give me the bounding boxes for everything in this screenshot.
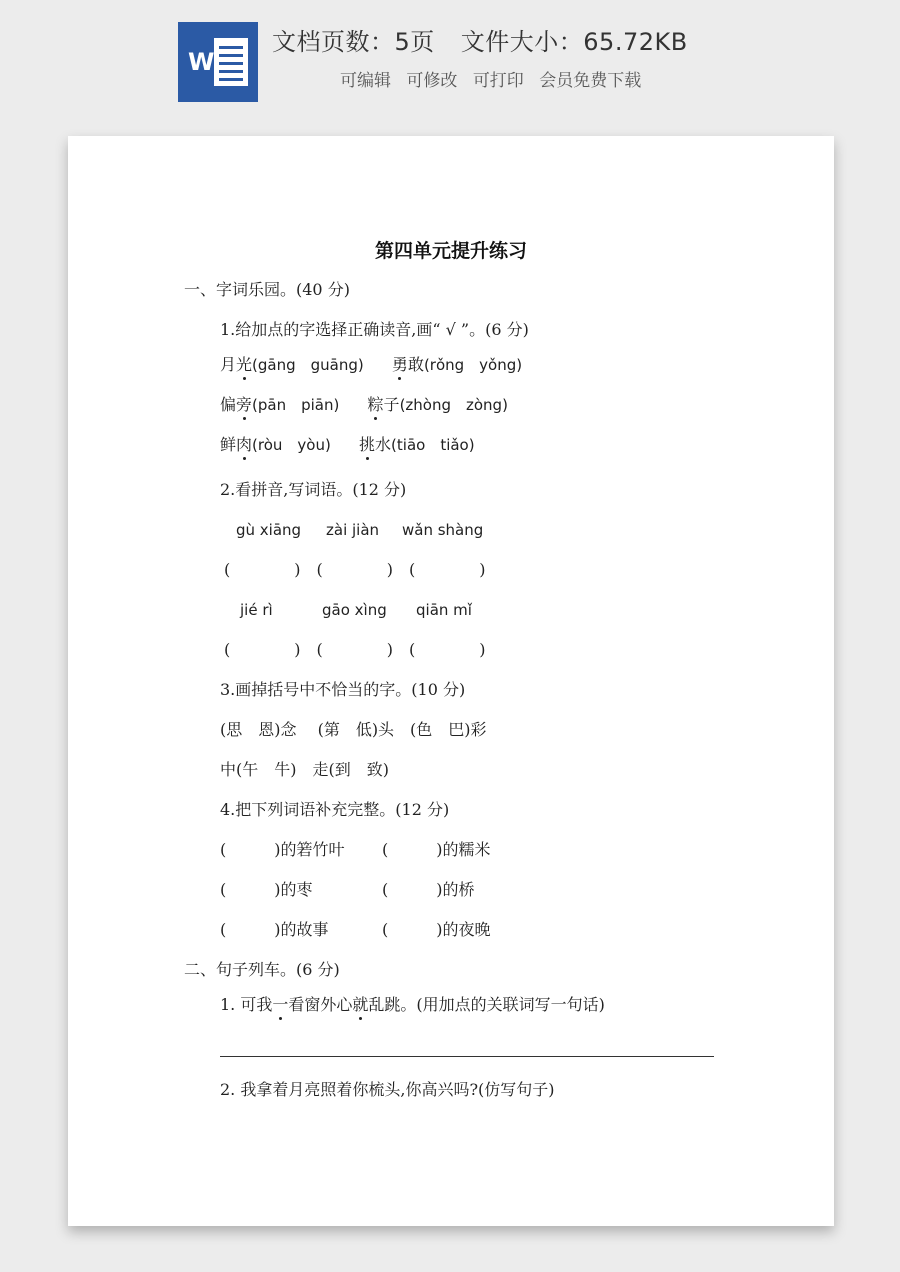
feature-editable: 可编辑 <box>340 71 391 91</box>
fill-blank-item: ( )的故事 <box>220 920 329 939</box>
pinyin-options: (gāng guāng) <box>252 356 364 374</box>
word-char: 鲜 <box>220 435 237 454</box>
text-span: 看窗外心 <box>288 995 353 1014</box>
fill-blank-item: ( )的糯米 <box>382 840 491 859</box>
page-count: 文档页数：5页 <box>272 28 435 56</box>
document-page <box>68 136 834 1226</box>
file-meta <box>272 22 688 57</box>
pinyin-prompt: zài jiàn <box>326 521 380 539</box>
word-char: 偏 <box>220 395 237 414</box>
pinyin-row <box>220 352 522 375</box>
sentence-question-2: 2. 我拿着月亮照着你梳头,你高兴吗?(仿写句子) <box>220 1080 555 1099</box>
dotted-char: 肉 <box>236 432 252 455</box>
pinyin-options: (pān piān) <box>252 396 340 414</box>
fill-blank-item: ( )的夜晚 <box>382 920 491 939</box>
text-span: 1. 可我 <box>220 995 273 1014</box>
pinyin-options: (zhòng zòng) <box>399 396 508 414</box>
sentence-question-1 <box>220 992 605 1015</box>
dotted-char: 一 <box>272 992 288 1015</box>
dotted-char: 勇 <box>392 352 408 375</box>
text-span: 乱跳。(用加点的关联词写一句话) <box>368 995 605 1014</box>
question-3-row: 中(午 牛) 走(到 致) <box>220 760 389 779</box>
answer-brackets: ( ) ( ) ( ) <box>224 640 486 659</box>
answer-brackets: ( ) ( ) ( ) <box>224 560 486 579</box>
pinyin-prompt: jié rì <box>240 601 273 619</box>
document-title: 第四单元提升练习 <box>374 240 527 262</box>
question-2: 2.看拼音,写词语。(12 分) <box>220 480 407 499</box>
pinyin-prompt: wǎn shàng <box>402 521 484 539</box>
file-size: 文件大小：65.72KB <box>460 28 688 56</box>
fill-blank-item: ( )的枣 <box>220 880 313 899</box>
pinyin-options: (rǒng yǒng) <box>423 356 523 374</box>
download-header <box>0 0 900 130</box>
question-3: 3.画掉括号中不恰当的字。(10 分) <box>220 680 466 699</box>
answer-line[interactable] <box>220 1056 714 1057</box>
dotted-char: 光 <box>236 352 252 375</box>
word-char: 敢 <box>407 355 424 374</box>
feature-printable: 可打印 <box>472 71 524 91</box>
dotted-char: 粽 <box>368 392 384 415</box>
pinyin-options: (ròu yòu) <box>252 436 331 454</box>
dotted-char: 旁 <box>236 392 252 415</box>
pinyin-options: (tiāo tiǎo) <box>391 436 475 454</box>
word-char: 子 <box>383 395 400 414</box>
fill-blank-item: ( )的桥 <box>382 880 475 899</box>
pinyin-prompt: qiān mǐ <box>416 601 472 619</box>
pinyin-prompt: gāo xìng <box>322 601 387 619</box>
feature-modifiable: 可修改 <box>406 71 458 91</box>
word-icon <box>178 22 258 102</box>
question-3-row: (思 恩)念 (第 低)头 (色 巴)彩 <box>220 720 487 739</box>
pinyin-prompt: gù xiāng <box>236 521 302 539</box>
pinyin-row <box>220 392 508 415</box>
dotted-char: 就 <box>352 992 368 1015</box>
word-char: 月 <box>220 355 237 374</box>
pinyin-row <box>220 432 475 455</box>
question-1: 1.给加点的字选择正确读音,画“ √ ”。(6 分) <box>220 320 529 339</box>
section-2-heading: 二、句子列车。(6 分) <box>184 960 340 979</box>
dotted-char: 挑 <box>359 432 375 455</box>
fill-blank-item: ( )的箬竹叶 <box>220 840 345 859</box>
page-lines-icon <box>214 38 248 86</box>
feature-list <box>340 66 651 91</box>
w-letter-icon: W <box>188 48 215 76</box>
section-1-heading: 一、字词乐园。(40 分) <box>184 280 350 299</box>
question-4: 4.把下列词语补充完整。(12 分) <box>220 800 450 819</box>
feature-free-download: 会员免费下载 <box>539 71 642 91</box>
word-char: 水 <box>375 435 392 454</box>
